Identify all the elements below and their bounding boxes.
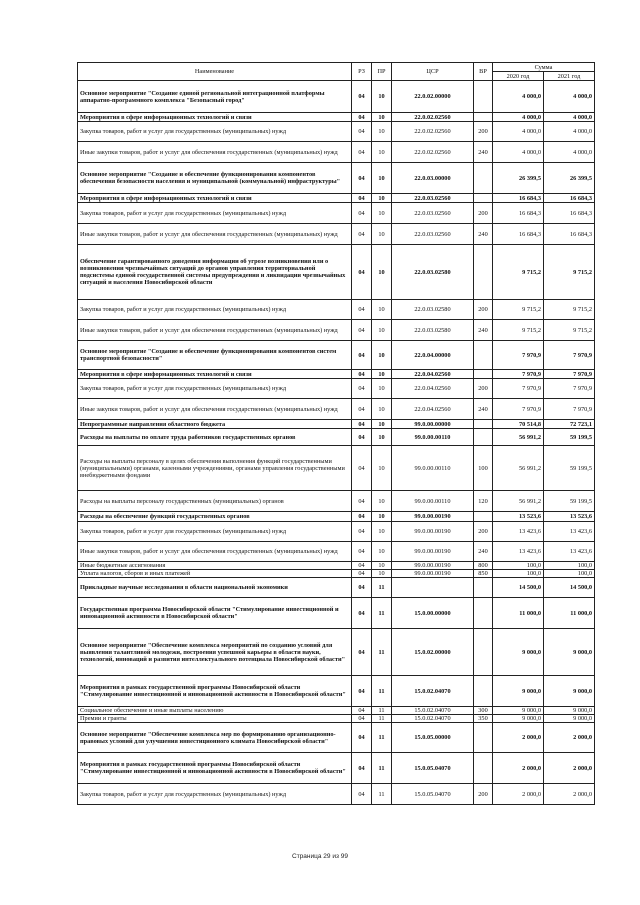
header-year-2020: 2020 год (493, 72, 544, 81)
row-vr (474, 512, 493, 522)
row-vr (474, 81, 493, 113)
row-name: Иные закупки товаров, работ и услуг для обеспечения государственных (муниципальных) нужд (78, 142, 352, 163)
row-name: Закупка товаров, работ и услуг для государственных (муниципальных) нужд (78, 522, 352, 542)
table-row (78, 578, 595, 598)
row-2020: 9 715,2 (493, 300, 544, 320)
row-vr (474, 629, 493, 676)
table-row (78, 245, 595, 300)
row-pr: 10 (372, 542, 392, 562)
row-name: Расходы на выплаты персоналу в целях обеспечения выполнения функций государственными (муниципальными) органами, казенными учреждениями, органами управления государственными внебюджетными фондами (78, 446, 352, 491)
row-2020: 7 970,9 (493, 341, 544, 370)
row-vr: 350 (474, 715, 493, 723)
row-vr: 800 (474, 562, 493, 570)
row-csr: 22.0.02.00000 (392, 81, 474, 113)
row-csr: 15.0.02.04070 (392, 715, 474, 723)
row-2020: 16 684,3 (493, 203, 544, 224)
row-name: Расходы на обеспечение функций государственных органов (78, 512, 352, 522)
row-vr: 200 (474, 522, 493, 542)
row-csr: 22.0.02.02560 (392, 113, 474, 122)
row-csr: 15.0.02.04070 (392, 676, 474, 707)
row-vr (474, 420, 493, 429)
row-pr: 11 (372, 723, 392, 753)
row-csr: 22.0.04.02560 (392, 399, 474, 420)
row-2020: 13 523,6 (493, 512, 544, 522)
row-rz: 04 (352, 446, 372, 491)
row-pr: 10 (372, 491, 392, 512)
table-row (78, 341, 595, 370)
row-2020: 9 000,0 (493, 629, 544, 676)
row-name: Мероприятия в рамках государственной программы Новосибирской области "Стимулирование инвестиционной и инновационной активности в Новосибирской области" (78, 676, 352, 707)
row-rz: 04 (352, 491, 372, 512)
header-rz: РЗ (352, 63, 372, 81)
table-row (78, 629, 595, 676)
row-name: Иные закупки товаров, работ и услуг для обеспечения государственных (муниципальных) нужд (78, 320, 352, 341)
row-csr: 22.0.02.02560 (392, 142, 474, 163)
row-rz: 04 (352, 420, 372, 429)
row-2020: 9 000,0 (493, 715, 544, 723)
row-csr (392, 578, 474, 598)
row-2021: 4 000,0 (544, 142, 595, 163)
row-2020: 11 000,0 (493, 598, 544, 629)
row-pr: 10 (372, 370, 392, 379)
row-2021: 26 399,5 (544, 163, 595, 194)
table-row (78, 420, 595, 429)
row-rz: 04 (352, 753, 372, 784)
row-rz: 04 (352, 784, 372, 805)
row-2021: 9 715,2 (544, 245, 595, 300)
row-2020: 4 000,0 (493, 113, 544, 122)
header-sum: Сумма (493, 63, 595, 72)
row-vr: 120 (474, 491, 493, 512)
table-row (78, 570, 595, 578)
row-csr: 99.0.00.00190 (392, 522, 474, 542)
row-name: Социальное обеспечение и иные выплаты населению (78, 707, 352, 715)
table-row (78, 113, 595, 122)
row-rz: 04 (352, 562, 372, 570)
table-row (78, 522, 595, 542)
row-2021: 9 000,0 (544, 715, 595, 723)
row-name: Закупка товаров, работ и услуг для государственных (муниципальных) нужд (78, 300, 352, 320)
row-vr (474, 578, 493, 598)
row-pr: 10 (372, 194, 392, 203)
table-row (78, 163, 595, 194)
row-pr: 10 (372, 163, 392, 194)
row-csr: 99.0.00.00110 (392, 446, 474, 491)
row-vr (474, 370, 493, 379)
row-2021: 2 000,0 (544, 723, 595, 753)
row-2021: 59 199,5 (544, 429, 595, 446)
row-pr: 11 (372, 578, 392, 598)
row-csr: 99.0.00.00190 (392, 570, 474, 578)
row-pr: 11 (372, 715, 392, 723)
row-2021: 2 000,0 (544, 784, 595, 805)
row-2021: 16 684,3 (544, 194, 595, 203)
row-vr (474, 598, 493, 629)
row-csr: 22.0.03.02560 (392, 194, 474, 203)
row-csr: 15.0.02.00000 (392, 629, 474, 676)
row-2020: 2 000,0 (493, 784, 544, 805)
row-name: Мероприятия в сфере информационных технологий и связи (78, 370, 352, 379)
row-pr: 11 (372, 753, 392, 784)
row-pr: 11 (372, 707, 392, 715)
table-row (78, 429, 595, 446)
row-vr: 240 (474, 142, 493, 163)
row-vr: 240 (474, 542, 493, 562)
row-2020: 4 000,0 (493, 142, 544, 163)
header-csr: ЦСР (392, 63, 474, 81)
table-row (78, 224, 595, 245)
row-pr: 10 (372, 122, 392, 142)
row-2021: 16 684,3 (544, 224, 595, 245)
row-rz: 04 (352, 629, 372, 676)
row-csr: 15.0.05.00000 (392, 723, 474, 753)
row-2021: 13 423,6 (544, 522, 595, 542)
row-pr: 10 (372, 562, 392, 570)
row-rz: 04 (352, 399, 372, 420)
row-rz: 04 (352, 707, 372, 715)
row-2021: 9 000,0 (544, 629, 595, 676)
row-rz: 04 (352, 570, 372, 578)
budget-table-page (77, 62, 594, 805)
row-2021: 13 423,6 (544, 542, 595, 562)
row-rz: 04 (352, 676, 372, 707)
row-2020: 9 715,2 (493, 320, 544, 341)
row-rz: 04 (352, 163, 372, 194)
row-name: Основное мероприятие "Создание единой региональной интеграционной платформы аппаратно-программного комплекса "Безопасный город" (78, 81, 352, 113)
row-2020: 2 000,0 (493, 723, 544, 753)
row-2021: 4 000,0 (544, 81, 595, 113)
row-csr: 99.0.00.00190 (392, 542, 474, 562)
table-body (78, 81, 595, 805)
row-2020: 9 000,0 (493, 707, 544, 715)
row-2021: 14 500,0 (544, 578, 595, 598)
row-2020: 16 684,3 (493, 224, 544, 245)
table-row (78, 491, 595, 512)
row-name: Мероприятия в рамках государственной программы Новосибирской области "Стимулирование инвестиционной и инновационной активности в Новосибирской области" (78, 753, 352, 784)
header-pr: ПР (372, 63, 392, 81)
table-row (78, 370, 595, 379)
row-name: Основное мероприятие "Создание и обеспечение функционирования компонентов систем транспортной безопасности" (78, 341, 352, 370)
row-name: Прикладные научные исследования в области национальной экономики (78, 578, 352, 598)
row-pr: 10 (372, 320, 392, 341)
row-name: Закупка товаров, работ и услуг для государственных (муниципальных) нужд (78, 203, 352, 224)
row-rz: 04 (352, 341, 372, 370)
row-name: Непрограммные направления областного бюджета (78, 420, 352, 429)
row-csr: 15.0.05.04070 (392, 753, 474, 784)
row-2021: 4 000,0 (544, 122, 595, 142)
row-pr: 10 (372, 446, 392, 491)
row-pr: 10 (372, 203, 392, 224)
row-2020: 9 715,2 (493, 245, 544, 300)
row-csr: 15.0.05.04070 (392, 784, 474, 805)
row-2020: 4 000,0 (493, 122, 544, 142)
header-year-2021: 2021 год (544, 72, 595, 81)
row-2021: 7 970,9 (544, 370, 595, 379)
row-rz: 04 (352, 245, 372, 300)
row-rz: 04 (352, 522, 372, 542)
table-row (78, 676, 595, 707)
row-name: Закупка товаров, работ и услуг для государственных (муниципальных) нужд (78, 379, 352, 399)
row-pr: 10 (372, 224, 392, 245)
row-2021: 7 970,9 (544, 399, 595, 420)
row-pr: 10 (372, 512, 392, 522)
row-pr: 10 (372, 379, 392, 399)
table-row (78, 707, 595, 715)
table-row (78, 122, 595, 142)
row-csr: 15.0.00.00000 (392, 598, 474, 629)
row-pr: 11 (372, 676, 392, 707)
table-row (78, 379, 595, 399)
row-pr: 10 (372, 429, 392, 446)
row-pr: 10 (372, 420, 392, 429)
row-2020: 9 000,0 (493, 676, 544, 707)
table-row (78, 542, 595, 562)
row-2020: 4 000,0 (493, 81, 544, 113)
row-name: Иные бюджетные ассигнования (78, 562, 352, 570)
row-rz: 04 (352, 379, 372, 399)
table-row (78, 512, 595, 522)
row-name: Расходы на выплаты по оплате труда работников государственных органов (78, 429, 352, 446)
row-csr: 22.0.03.02560 (392, 203, 474, 224)
row-name: Закупка товаров, работ и услуг для государственных (муниципальных) нужд (78, 122, 352, 142)
row-csr: 22.0.03.02560 (392, 224, 474, 245)
row-2020: 7 970,9 (493, 399, 544, 420)
row-rz: 04 (352, 113, 372, 122)
row-pr: 10 (372, 399, 392, 420)
row-csr: 15.0.02.04070 (392, 707, 474, 715)
row-rz: 04 (352, 512, 372, 522)
row-2021: 9 715,2 (544, 300, 595, 320)
row-2020: 7 970,9 (493, 370, 544, 379)
table-row (78, 715, 595, 723)
row-pr: 10 (372, 81, 392, 113)
row-name: Иные закупки товаров, работ и услуг для обеспечения государственных (муниципальных) нужд (78, 224, 352, 245)
row-2020: 2 000,0 (493, 753, 544, 784)
budget-table (77, 62, 595, 805)
row-vr: 200 (474, 379, 493, 399)
row-name: Мероприятия в сфере информационных технологий и связи (78, 113, 352, 122)
row-vr: 300 (474, 707, 493, 715)
table-row (78, 300, 595, 320)
row-vr (474, 245, 493, 300)
row-vr: 240 (474, 320, 493, 341)
table-row (78, 142, 595, 163)
row-rz: 04 (352, 370, 372, 379)
row-name: Основное мероприятие "Обеспечение комплекса мероприятий по созданию условий для выявления талантливой молодежи, построения успешной карьеры в области науки, технологий, инноваций и развития интеллектуального потенциала Новосибирской области" (78, 629, 352, 676)
row-csr: 99.0.00.00110 (392, 429, 474, 446)
row-csr: 99.0.00.00190 (392, 562, 474, 570)
row-vr: 240 (474, 224, 493, 245)
row-name: Премии и гранты (78, 715, 352, 723)
row-csr: 22.0.04.02560 (392, 370, 474, 379)
row-2020: 56 991,2 (493, 429, 544, 446)
row-rz: 04 (352, 723, 372, 753)
table-row (78, 194, 595, 203)
row-2020: 13 423,6 (493, 542, 544, 562)
table-row (78, 399, 595, 420)
row-2021: 72 723,1 (544, 420, 595, 429)
row-vr (474, 341, 493, 370)
row-vr (474, 753, 493, 784)
table-row (78, 784, 595, 805)
row-name: Государственная программа Новосибирской области "Стимулирование инвестиционной и инновационной активности в Новосибирской области" (78, 598, 352, 629)
row-rz: 04 (352, 122, 372, 142)
row-rz: 04 (352, 320, 372, 341)
row-2020: 13 423,6 (493, 522, 544, 542)
row-2020: 7 970,9 (493, 379, 544, 399)
row-pr: 10 (372, 300, 392, 320)
row-csr: 99.0.00.00190 (392, 512, 474, 522)
row-2021: 7 970,9 (544, 341, 595, 370)
row-2021: 9 715,2 (544, 320, 595, 341)
row-name: Иные закупки товаров, работ и услуг для обеспечения государственных (муниципальных) нужд (78, 399, 352, 420)
row-rz: 04 (352, 715, 372, 723)
row-2020: 100,0 (493, 562, 544, 570)
row-vr: 200 (474, 122, 493, 142)
row-vr (474, 194, 493, 203)
row-rz: 04 (352, 81, 372, 113)
table-row (78, 81, 595, 113)
row-name: Основное мероприятие "Создание и обеспечение функционирования компонентов обеспечения безопасности населения и муниципальной (коммунальной) инфраструктуры" (78, 163, 352, 194)
row-pr: 10 (372, 570, 392, 578)
row-2021: 13 523,6 (544, 512, 595, 522)
row-csr: 22.0.04.02560 (392, 379, 474, 399)
row-2021: 59 199,5 (544, 446, 595, 491)
row-csr: 99.0.00.00110 (392, 491, 474, 512)
row-2020: 100,0 (493, 570, 544, 578)
row-2021: 100,0 (544, 570, 595, 578)
row-2021: 9 000,0 (544, 676, 595, 707)
table-row (78, 598, 595, 629)
row-csr: 22.0.03.00000 (392, 163, 474, 194)
row-vr (474, 113, 493, 122)
row-2021: 16 684,3 (544, 203, 595, 224)
row-vr (474, 429, 493, 446)
row-rz: 04 (352, 542, 372, 562)
row-2021: 2 000,0 (544, 753, 595, 784)
row-vr: 200 (474, 203, 493, 224)
row-name: Закупка товаров, работ и услуг для государственных (муниципальных) нужд (78, 784, 352, 805)
table-row (78, 753, 595, 784)
row-2020: 26 399,5 (493, 163, 544, 194)
row-rz: 04 (352, 224, 372, 245)
row-2020: 70 514,8 (493, 420, 544, 429)
row-rz: 04 (352, 194, 372, 203)
row-vr: 200 (474, 784, 493, 805)
row-name: Расходы на выплаты персоналу государственных (муниципальных) органов (78, 491, 352, 512)
row-2020: 14 500,0 (493, 578, 544, 598)
row-name: Основное мероприятие "Обеспечение комплекса мер по формированию организационно-правовых условий для улучшения инвестиционного климата Новосибирской области" (78, 723, 352, 753)
table-row (78, 320, 595, 341)
row-2021: 9 000,0 (544, 707, 595, 715)
row-pr: 10 (372, 113, 392, 122)
row-name: Обеспечение гарантированного доведения информации об угрозе возникновения или о возникновении чрезвычайных ситуаций до органов управления территориальной подсистемы единой государственной системы предупреждения и ликвидации чрезвычайных ситуаций и населения Новосибирской области (78, 245, 352, 300)
header-vr: ВР (474, 63, 493, 81)
row-name: Мероприятия в сфере информационных технологий и связи (78, 194, 352, 203)
table-row (78, 562, 595, 570)
row-rz: 04 (352, 598, 372, 629)
row-csr: 99.0.00.00000 (392, 420, 474, 429)
row-csr: 22.0.04.00000 (392, 341, 474, 370)
row-2021: 4 000,0 (544, 113, 595, 122)
row-2021: 100,0 (544, 562, 595, 570)
row-2021: 7 970,9 (544, 379, 595, 399)
row-2021: 11 000,0 (544, 598, 595, 629)
row-csr: 22.0.03.02580 (392, 245, 474, 300)
row-vr: 100 (474, 446, 493, 491)
row-vr (474, 676, 493, 707)
row-vr (474, 163, 493, 194)
table-row (78, 203, 595, 224)
row-csr: 22.0.03.02580 (392, 300, 474, 320)
row-rz: 04 (352, 142, 372, 163)
row-name: Уплата налогов, сборов и иных платежей (78, 570, 352, 578)
row-pr: 11 (372, 629, 392, 676)
row-vr (474, 723, 493, 753)
row-vr: 850 (474, 570, 493, 578)
row-pr: 11 (372, 784, 392, 805)
row-2020: 56 991,2 (493, 446, 544, 491)
row-pr: 10 (372, 522, 392, 542)
row-pr: 10 (372, 341, 392, 370)
row-vr: 200 (474, 300, 493, 320)
row-2020: 16 684,3 (493, 194, 544, 203)
row-2021: 59 199,5 (544, 491, 595, 512)
row-rz: 04 (352, 203, 372, 224)
row-pr: 10 (372, 245, 392, 300)
row-rz: 04 (352, 429, 372, 446)
header-name: Наименование (78, 63, 352, 81)
page-footer: Страница 29 из 99 (292, 853, 348, 860)
row-rz: 04 (352, 300, 372, 320)
row-vr: 240 (474, 399, 493, 420)
row-csr: 22.0.02.02560 (392, 122, 474, 142)
row-name: Иные закупки товаров, работ и услуг для обеспечения государственных (муниципальных) нужд (78, 542, 352, 562)
table-row (78, 723, 595, 753)
row-2020: 56 991,2 (493, 491, 544, 512)
row-rz: 04 (352, 578, 372, 598)
table-row (78, 446, 595, 491)
row-pr: 11 (372, 598, 392, 629)
row-csr: 22.0.03.02580 (392, 320, 474, 341)
row-pr: 10 (372, 142, 392, 163)
